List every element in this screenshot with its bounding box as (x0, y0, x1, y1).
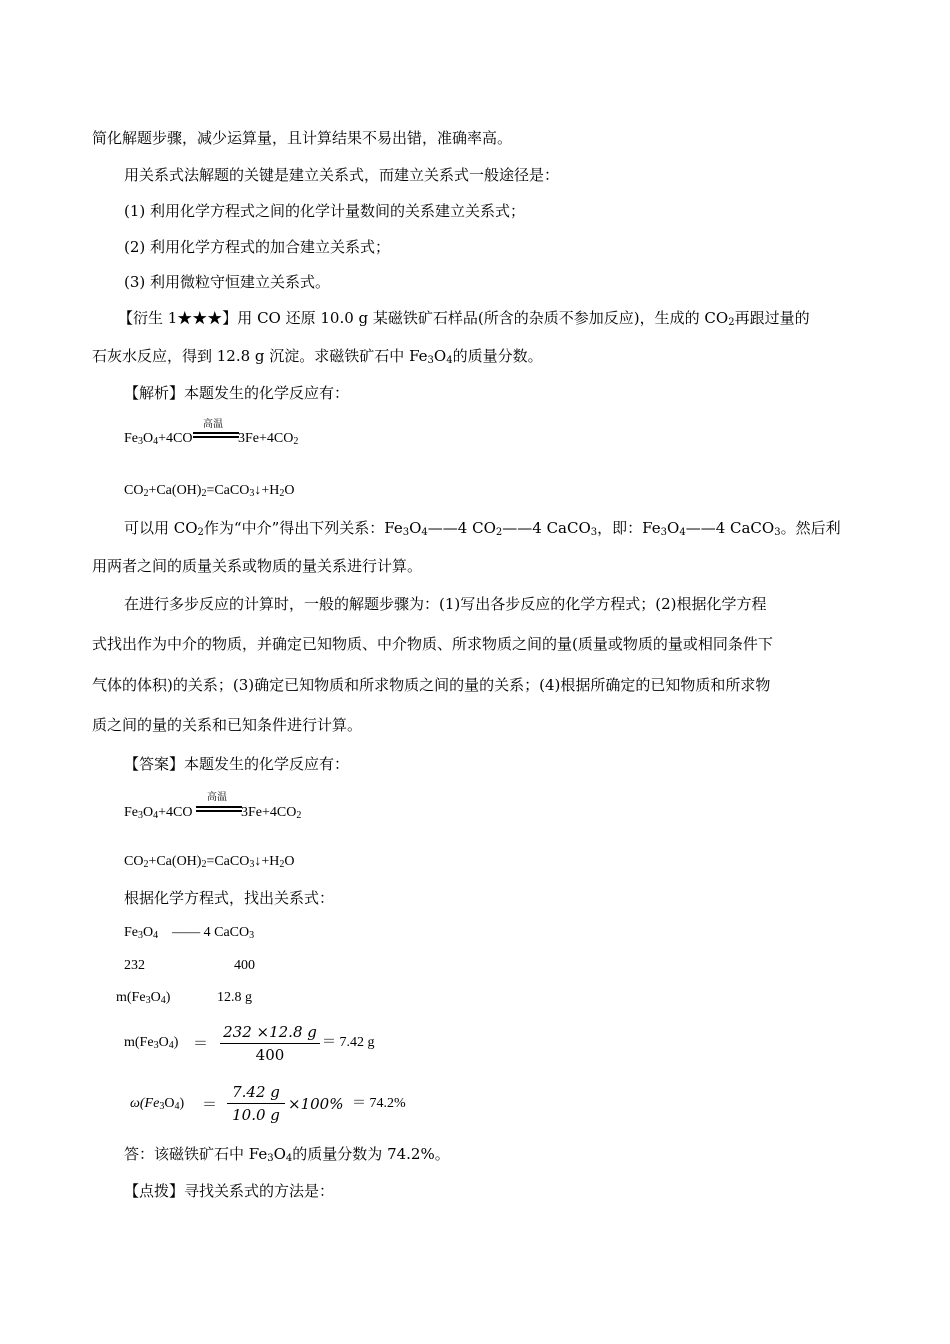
list-item: (1) 利用化学方程式之间的化学计量数间的关系建立关系式； (124, 202, 526, 220)
equation: $CO_2+Ca(OH)_2=CaCO_3↓+H_2O$ (124, 854, 295, 870)
equation: $CO_2+Ca(OH)_2=CaCO_3↓+H_2O$ (124, 483, 295, 499)
paragraph-line: 式找出作为中介的物质，并确定已知物质、中介物质、所求物质之间的量(质量或物质的量或相同条件下 (92, 635, 773, 653)
fraction-numerator: 7.42 g (232, 1083, 280, 1101)
equation-left: $Fe_3O_4+4CO$ (124, 431, 193, 447)
problem-text: 再跟过量的 (734, 309, 810, 327)
fraction (220, 1022, 320, 1065)
problem-text: 石灰水反应，得到 12.8 g 沉淀。求磁铁矿石中 Fe (92, 347, 428, 365)
calc-result: ＝ 7.42 g (322, 1035, 375, 1050)
fraction-denominator: 400 (255, 1046, 285, 1064)
problem-text: O (433, 347, 447, 365)
relation-row: $m(Fe_3O_4)$ (116, 990, 171, 1006)
equation-right: $3Fe+4CO_2$ (238, 431, 299, 447)
equals-sign: ＝ (193, 1034, 209, 1052)
equals-sign: ＝ (202, 1095, 218, 1113)
paragraph-line: 简化解题步骤，减少运算量，且计算结果不易出错，准确率高。 (92, 129, 513, 147)
equation-right: $3Fe+4CO_2$ (241, 805, 302, 821)
multiplier: ×100% (288, 1095, 344, 1113)
subscript: 3 (427, 355, 434, 366)
problem-text: 【衍生 1★★★】用 CO 还原 10.0 g 某磁铁矿石样品(所含的杂质不参加反应)，生成的 CO (118, 309, 729, 327)
paragraph-line: 根据化学方程式，找出关系式： (124, 889, 335, 907)
problem-statement (92, 346, 543, 366)
reaction-arrow (193, 432, 239, 438)
paragraph-line: 在进行多步反应的计算时，一般的解题步骤为：(1)写出各步反应的化学方程式；(2)根据化学方程 (124, 595, 767, 613)
fraction-bar (220, 1043, 320, 1044)
list-item: (2) 利用化学方程式的加合建立关系式； (124, 238, 391, 256)
section-heading: 【解析】本题发生的化学反应有： (124, 384, 350, 402)
fraction-denominator: 10.0 g (232, 1106, 280, 1124)
relation-value: 400 (234, 958, 255, 973)
relation-value: 12.8 g (217, 990, 252, 1005)
fraction-numerator: 232 ×12.8 g (223, 1023, 317, 1041)
reaction-condition: 高温 (203, 419, 223, 430)
section-heading: 【答案】本题发生的化学反应有： (124, 755, 350, 773)
subscript: 4 (446, 355, 453, 366)
list-item: (3) 利用微粒守恒建立关系式。 (124, 273, 331, 291)
problem-statement (118, 308, 810, 328)
relation-row: $Fe_3O_4$ —— 4 CaCO$_3$ (124, 925, 255, 941)
calc-label: $m(Fe_3O_4)$ (124, 1035, 179, 1051)
fraction-bar (227, 1103, 285, 1104)
fraction (227, 1082, 285, 1125)
paragraph-line: 气体的体积)的关系；(3)确定已知物质和所求物质之间的量的关系；(4)根据所确定的已知物质和所求物 (92, 676, 771, 694)
section-heading: 【点拨】寻找关系式的方法是： (124, 1182, 335, 1200)
reaction-condition: 高温 (207, 792, 227, 803)
answer-line: 答：该磁铁矿石中 $Fe_3O_4$的质量分数为 74.2%。 (124, 1145, 450, 1164)
paragraph-line: 可以用 $CO_2$作为“中介”得出下列关系：$Fe_3O_4——4$ $CO_2——4$ CaCO$_3$，即：$Fe_3O_4——4$ CaCO$_3$。然后利 (124, 519, 841, 538)
paragraph-line: 质之间的量的关系和已知条件进行计算。 (92, 716, 363, 734)
paragraph-line: 用关系式法解题的关键是建立关系式，而建立关系式一般途径是： (124, 166, 560, 184)
equation-left: $Fe_3O_4+4CO$ (124, 805, 193, 821)
paragraph-line: 用两者之间的质量关系或物质的量关系进行计算。 (92, 557, 423, 575)
relation-row: 232 (124, 958, 145, 973)
calc-label: $\omega(Fe_3O_4)$ (130, 1096, 185, 1112)
reaction-arrow (196, 806, 242, 812)
subscript: 2 (728, 317, 735, 328)
problem-text: 的质量分数。 (452, 347, 543, 365)
calc-result: ＝ 74.2% (352, 1096, 406, 1111)
